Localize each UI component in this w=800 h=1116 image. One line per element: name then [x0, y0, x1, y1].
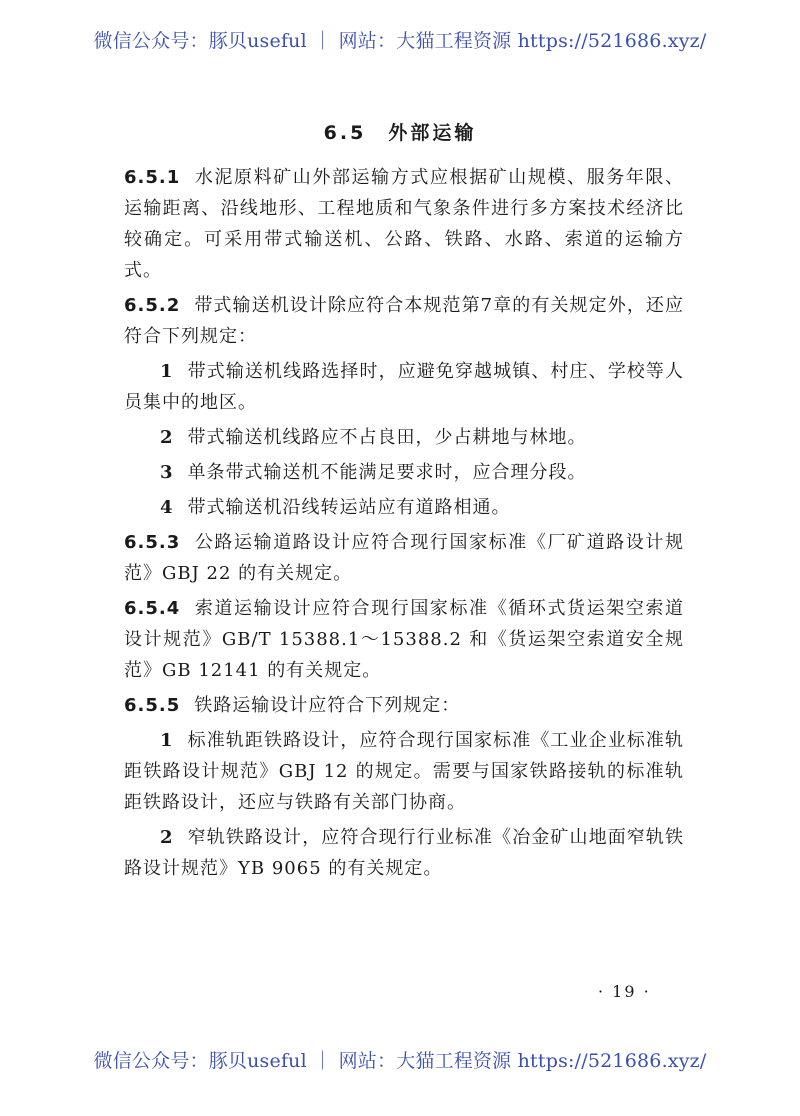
clause-6-5-5	[124, 690, 684, 721]
list-item	[124, 492, 684, 523]
list-item	[124, 725, 684, 818]
list-item	[124, 457, 684, 488]
section-title: 外部运输	[388, 122, 477, 144]
item-text: 窄轨铁路设计，应符合现行行业标准《冶金矿山地面窄轨铁路设计规范》YB 9065 的有关规定。	[124, 827, 684, 879]
clause-number: 6.5.2	[124, 295, 181, 316]
item-number: 2	[160, 427, 174, 448]
item-text: 带式输送机线路选择时，应避免穿越城镇、村庄、学校等人员集中的地区。	[124, 361, 684, 413]
item-text: 单条带式输送机不能满足要求时，应合理分段。	[187, 462, 587, 483]
clause-number: 6.5.3	[124, 532, 181, 553]
watermark-top: 微信公众号：豚贝useful ｜ 网站：大猫工程资源 https://521686.xyz/	[93, 30, 707, 52]
clause-text: 公路运输道路设计应符合现行国家标准《厂矿道路设计规范》GBJ 22 的有关规定。	[124, 532, 684, 584]
list-item	[124, 356, 684, 418]
clause-number: 6.5.4	[124, 598, 181, 619]
clause-text: 水泥原料矿山外部运输方式应根据矿山规模、服务年限、运输距离、沿线地形、工程地质和气象条件进行多方案技术经济比较确定。可采用带式输送机、公路、铁路、水路、索道的运输方式。	[124, 167, 684, 281]
item-text: 带式输送机线路应不占良田，少占耕地与林地。	[187, 427, 587, 448]
section-number: 6.5	[323, 122, 367, 144]
item-text: 带式输送机沿线转运站应有道路相通。	[187, 497, 511, 518]
clause-6-5-1	[124, 162, 684, 286]
clause-6-5-2	[124, 290, 684, 352]
section-heading	[0, 118, 800, 145]
item-number: 3	[160, 462, 174, 483]
item-number: 1	[160, 361, 174, 382]
clause-number: 6.5.5	[124, 695, 181, 716]
item-text: 标准轨距铁路设计，应符合现行国家标准《工业企业标准轨距铁路设计规范》GBJ 12 的规定。需要与国家铁路接轨的标准轨距铁路设计，还应与铁路有关部门协商。	[124, 730, 684, 813]
item-number: 2	[160, 827, 174, 848]
clause-number: 6.5.1	[124, 167, 181, 188]
clause-text: 索道运输设计应符合现行国家标准《循环式货运架空索道设计规范》GB/T 15388.1～15388.2 和《货运架空索道安全规范》GB 12141 的有关规定。	[124, 598, 684, 681]
list-item	[124, 822, 684, 884]
page-number: · 19 ·	[598, 982, 651, 1001]
item-number: 1	[160, 730, 174, 751]
item-number: 4	[160, 497, 174, 518]
document-body	[124, 162, 684, 888]
clause-text: 铁路运输设计应符合下列规定：	[194, 695, 461, 716]
clause-6-5-3	[124, 527, 684, 589]
list-item	[124, 422, 684, 453]
clause-6-5-4	[124, 593, 684, 686]
clause-text: 带式输送机设计除应符合本规范第7章的有关规定外，还应符合下列规定：	[124, 295, 684, 347]
watermark-bottom: 微信公众号：豚贝useful ｜ 网站：大猫工程资源 https://521686.xyz/	[93, 1050, 707, 1072]
